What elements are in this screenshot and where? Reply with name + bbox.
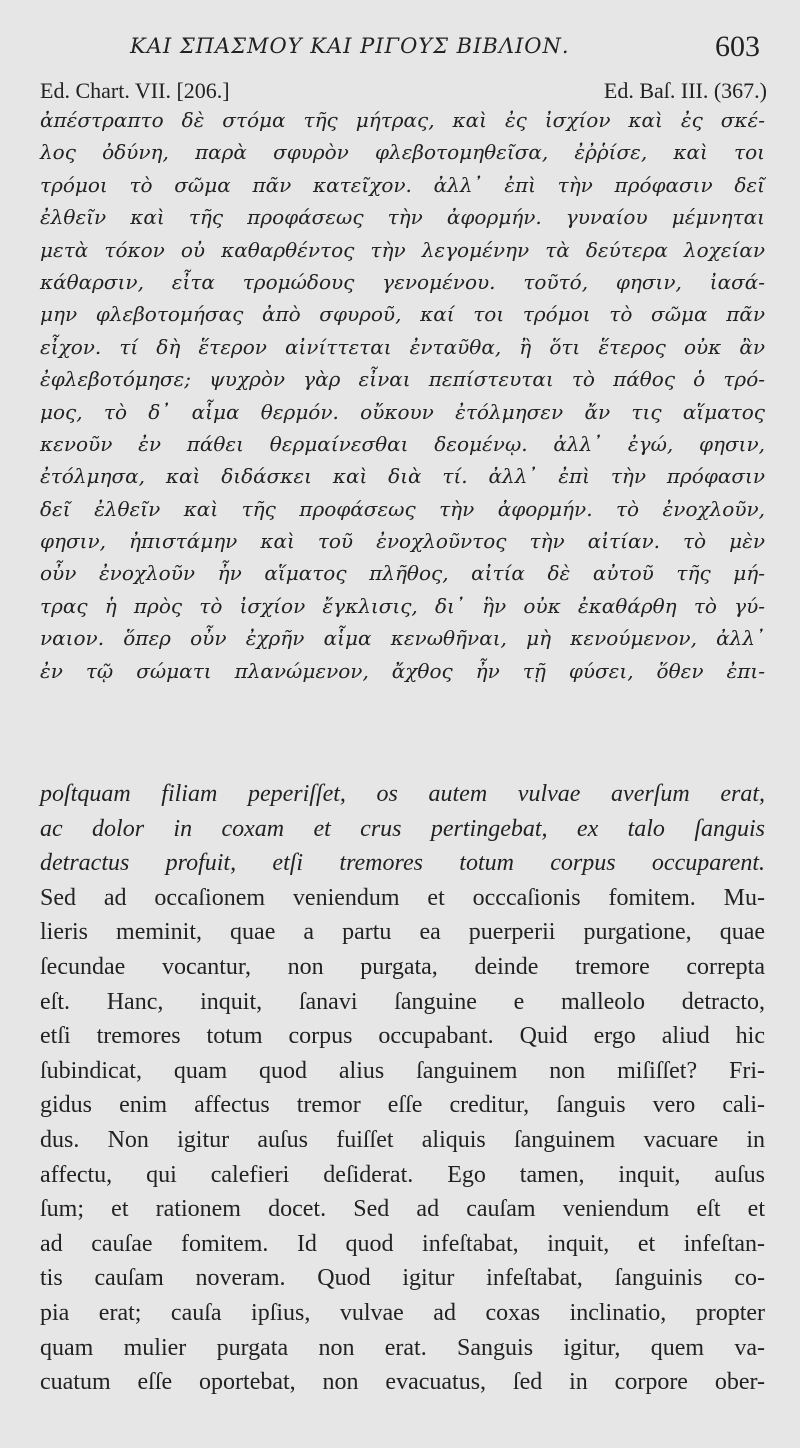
greek-line: οὖν ἐνοχλοῦν ἦν αἵματος πλῆθος, αἰτία δὲ αὐτοῦ τῆς μή- — [40, 561, 765, 586]
greek-line: κάθαρσιν, εἶτα τρομώδους γενομένου. τοῦτό, φησιν, ἰασά- — [40, 269, 765, 294]
latin-line: affectu, qui calefieri deſiderat. Ego tamen, inquit, auſus — [40, 1161, 765, 1188]
greek-line: μος, τὸ δ᾽ αἷμα θερμόν. οὔκουν ἐτόλμησεν ἄν τις αἵματος — [40, 399, 765, 424]
latin-text-block — [40, 777, 765, 1400]
greek-line: ἀπέστραπτο δὲ στόμα τῆς μήτρας, καὶ ἐς ἰσχίον καὶ ἐς σκέ- — [40, 108, 765, 132]
edition-chartier-reference: Ed. Chart. VII. [206.] — [40, 78, 230, 103]
latin-line: ad cauſae fomitem. Id quod infeſtabat, inquit, et infeſtan- — [40, 1230, 765, 1257]
greek-line: λος ὀδύνη, παρὰ σφυρὸν φλεβοτομηθεῖσα, ἐῤῥίσε, καὶ τοι — [40, 140, 765, 165]
greek-line: εἶχον. τί δὴ ἕτερον αἰνίττεται ἐνταῦθα, ἢ ὅτι ἕτερος οὐκ ἂν — [40, 334, 765, 359]
page-number: 603 — [715, 30, 760, 63]
greek-line: φησιν, ἠπιστάμην καὶ τοῦ ἐνοχλοῦντος τὴν αἰτίαν. τὸ μὲν — [40, 529, 765, 554]
greek-line: ἐν τῷ σώματι πλανώμενον, ἄχθος ἦν τῇ φύσει, ὅθεν ἐπι- — [40, 658, 765, 683]
latin-line: gidus enim affectus tremor eſſe creditur, ſanguis vero cali- — [40, 1092, 765, 1119]
latin-line: pia erat; cauſa ipſius, vulvae ad coxas inclinatio, propter — [40, 1299, 765, 1326]
latin-line: ac dolor in coxam et crus pertingebat, ex talo ſanguis — [40, 815, 765, 842]
edition-reference-line — [0, 78, 800, 106]
running-title: ΚΑΙ ΣΠΑΣΜΟΥ ΚΑΙ ΡΙΓΟΥΣ ΒΙΒΛΙΟΝ. — [130, 34, 570, 58]
latin-line: ſubindicat, quam quod alius ſanguinem non miſiſſet? Fri- — [40, 1057, 765, 1084]
greek-line: μετὰ τόκον οὐ καθαρθέντος τὴν λεγομένην τὰ δεύτερα λοχείαν — [40, 237, 765, 262]
latin-line: Sed ad occaſionem veniendum et occcaſionis fomitem. Mu- — [40, 884, 765, 911]
greek-line: δεῖ ἐλθεῖν καὶ τῆς προφάσεως τὴν ἀφορμήν. τὸ ἐνοχλοῦν, — [40, 496, 765, 521]
greek-line: ἐλθεῖν καὶ τῆς προφάσεως τὴν ἀφορμήν. γυναίου μέμνηται — [40, 205, 765, 230]
greek-line: τρόμοι τὸ σῶμα πᾶν κατεῖχον. ἀλλ᾽ ἐπὶ τὴν πρόφασιν δεῖ — [40, 172, 765, 197]
page-header — [0, 30, 800, 70]
latin-line: cuatum eſſe oportebat, non evacuatus, ſed in corpore ober- — [40, 1369, 765, 1396]
greek-line: τρας ἡ πρὸς τὸ ἰσχίον ἔγκλισις, δι᾽ ἣν οὐκ ἐκαθάρθη τὸ γύ- — [40, 593, 765, 618]
greek-line: ναιον. ὅπερ οὖν ἐχρῆν αἷμα κενωθῆναι, μὴ κενούμενον, ἀλλ᾽ — [40, 626, 765, 651]
greek-text-block — [40, 104, 765, 687]
greek-line: ἐφλεβοτόμησε; ψυχρὸν γὰρ εἶναι πεπίστευται τὸ πάθος ὁ τρό- — [40, 367, 765, 392]
latin-line: dus. Non igitur auſus fuiſſet aliquis ſanguinem vacuare in — [40, 1126, 765, 1153]
latin-line: poſtquam filiam peperiſſet, os autem vulvae averſum erat, — [40, 781, 765, 807]
latin-line: eſt. Hanc, inquit, ſanavi ſanguine e malleolo detracto, — [40, 988, 765, 1015]
greek-line: κενοῦν ἐν πάθει θερμαίνεσθαι δεομένῳ. ἀλλ᾽ ἐγώ, φησιν, — [40, 431, 765, 456]
latin-line: detractus profuit, etſi tremores totum corpus occuparent. — [40, 850, 765, 877]
latin-line: etſi tremores totum corpus occupabant. Quid ergo aliud hic — [40, 1023, 765, 1050]
latin-line: tis cauſam noveram. Quod igitur infeſtabat, ſanguinis co- — [40, 1265, 765, 1292]
latin-line: lieris meminit, quae a partu ea puerperii purgatione, quae — [40, 919, 765, 946]
latin-line: ſum; et rationem docet. Sed ad cauſam veniendum eſt et — [40, 1196, 765, 1223]
edition-basel-reference: Ed. Baſ. III. (367.) — [603, 78, 767, 103]
greek-line: μην φλεβοτομήσας ἀπὸ σφυροῦ, καί τοι τρόμοι τὸ σῶμα πᾶν — [40, 302, 765, 327]
greek-line: ἐτόλμησα, καὶ διδάσκει καὶ διὰ τί. ἀλλ᾽ ἐπὶ τὴν πρόφασιν — [40, 464, 765, 489]
latin-line: quam mulier purgata non erat. Sanguis igitur, quem va- — [40, 1334, 765, 1361]
latin-line: ſecundae vocantur, non purgata, deinde tremore correpta — [40, 953, 765, 980]
